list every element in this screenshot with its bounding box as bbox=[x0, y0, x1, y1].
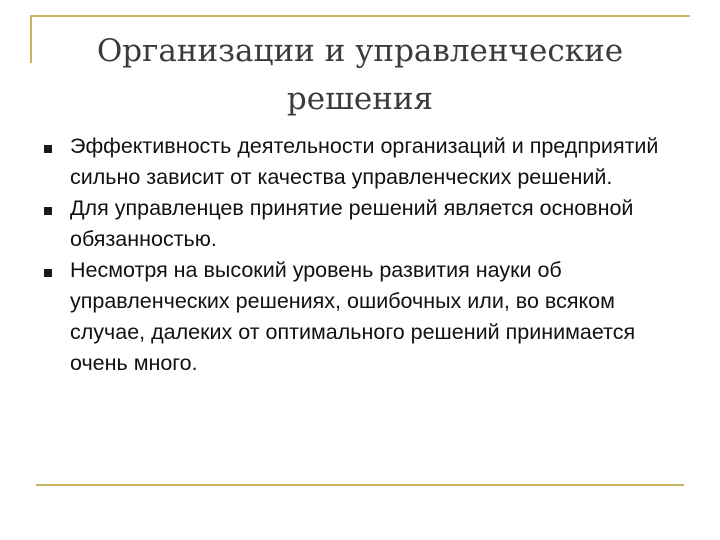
bottom-decorative-rule bbox=[36, 484, 684, 486]
square-bullet-icon bbox=[44, 207, 52, 215]
bullet-item-1 bbox=[44, 131, 674, 193]
bullet-text-1: Эффективность деятельности организаций и предприятий сильно зависит от качества управленческих решений. bbox=[70, 134, 659, 189]
bullet-text-3: Несмотря на высокий уровень развития науки об управленческих решениях, ошибочных или, во всяком случае, далеких от оптимального решений принимается очень много. bbox=[70, 258, 636, 375]
square-bullet-icon bbox=[44, 269, 52, 277]
top-decorative-rule bbox=[30, 15, 690, 17]
square-bullet-icon bbox=[44, 145, 52, 153]
left-decorative-rule bbox=[30, 15, 32, 63]
bullet-list bbox=[44, 131, 674, 379]
bullet-item-3 bbox=[44, 255, 674, 379]
bullet-item-2 bbox=[44, 193, 674, 255]
slide-title: Организации и управленческие решения bbox=[96, 33, 624, 117]
bullet-text-2: Для управленцев принятие решений является основной обязанностью. bbox=[70, 196, 634, 251]
